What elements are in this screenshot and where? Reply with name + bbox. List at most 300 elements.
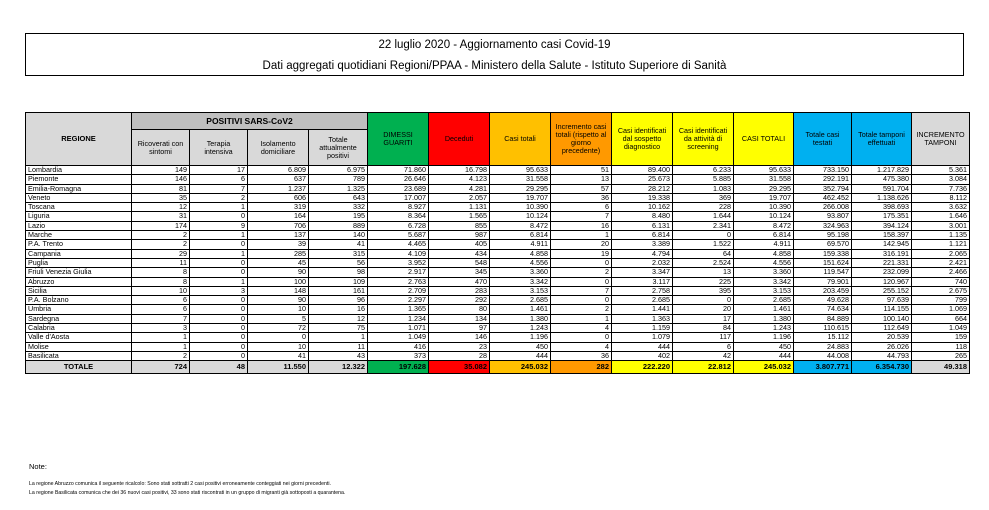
value-cell: 475.380 (852, 175, 912, 184)
value-cell: 1.138.626 (852, 193, 912, 202)
col-casi-totali: Casi totali (490, 113, 551, 166)
value-cell: 855 (429, 221, 490, 230)
region-name-cell: P.A. Trento (26, 240, 132, 249)
value-cell: 450 (490, 342, 551, 351)
value-cell: 11 (132, 258, 190, 267)
total-value-cell: 35.082 (429, 361, 490, 374)
value-cell: 4.465 (368, 240, 429, 249)
value-cell: 7 (132, 314, 190, 323)
value-cell: 43 (309, 351, 368, 360)
col-totale-casi-testati: Totale casi testati (794, 113, 852, 166)
value-cell: 444 (612, 342, 673, 351)
table-row (26, 175, 970, 184)
value-cell: 1.243 (734, 324, 794, 333)
value-cell: 0 (190, 212, 248, 221)
value-cell: 10.124 (490, 212, 551, 221)
table-row (26, 324, 970, 333)
value-cell: 1.237 (248, 184, 309, 193)
value-cell: 80 (429, 305, 490, 314)
value-cell: 6.814 (734, 231, 794, 240)
value-cell: 4.911 (734, 240, 794, 249)
value-cell: 395 (673, 286, 734, 295)
value-cell: 6.809 (248, 166, 309, 175)
value-cell: 2.917 (368, 268, 429, 277)
value-cell: 89.400 (612, 166, 673, 175)
value-cell: 90 (248, 268, 309, 277)
value-cell: 2 (190, 193, 248, 202)
value-cell: 44.793 (852, 351, 912, 360)
value-cell: 4.123 (429, 175, 490, 184)
total-value-cell: 724 (132, 361, 190, 374)
value-cell: 285 (248, 249, 309, 258)
col-casi-totali-upper: CASI TOTALI (734, 113, 794, 166)
value-cell: 69.570 (794, 240, 852, 249)
table-row (26, 231, 970, 240)
value-cell: 2.341 (673, 221, 734, 230)
value-cell: 17 (673, 314, 734, 323)
value-cell: 1.363 (612, 314, 673, 323)
table-row (26, 193, 970, 202)
col-totale-positivi: Totale attualmente positivi (309, 130, 368, 166)
value-cell: 0 (673, 231, 734, 240)
value-cell: 8.472 (734, 221, 794, 230)
value-cell: 51 (551, 166, 612, 175)
value-cell: 1.644 (673, 212, 734, 221)
value-cell: 6.131 (612, 221, 673, 230)
value-cell: 1 (190, 203, 248, 212)
value-cell: 49.628 (794, 296, 852, 305)
value-cell: 450 (734, 342, 794, 351)
table-row (26, 296, 970, 305)
value-cell: 0 (190, 342, 248, 351)
value-cell: 100 (248, 277, 309, 286)
region-name-cell: Lombardia (26, 166, 132, 175)
total-value-cell: 49.318 (912, 361, 970, 374)
value-cell: 394.124 (852, 221, 912, 230)
value-cell: 12 (309, 314, 368, 323)
value-cell: 332 (309, 203, 368, 212)
total-value-cell: 11.550 (248, 361, 309, 374)
value-cell: 4.109 (368, 249, 429, 258)
value-cell: 3.952 (368, 258, 429, 267)
value-cell: 140 (309, 231, 368, 240)
table-row (26, 221, 970, 230)
region-name-cell: Sardegna (26, 314, 132, 323)
value-cell: 1.565 (429, 212, 490, 221)
value-cell: 369 (673, 193, 734, 202)
value-cell: 6.814 (490, 231, 551, 240)
value-cell: 95.633 (734, 166, 794, 175)
value-cell: 25.673 (612, 175, 673, 184)
value-cell: 265 (912, 351, 970, 360)
col-casi-screening: Casi identificati da attività di screening (673, 113, 734, 166)
value-cell: 151.624 (794, 258, 852, 267)
value-cell: 221.331 (852, 258, 912, 267)
value-cell: 31 (132, 212, 190, 221)
value-cell: 7 (551, 212, 612, 221)
value-cell: 19.707 (490, 193, 551, 202)
covid-data-table (25, 112, 970, 374)
value-cell: 8.364 (368, 212, 429, 221)
value-cell: 1.079 (612, 333, 673, 342)
value-cell: 2.421 (912, 258, 970, 267)
value-cell: 733.150 (794, 166, 852, 175)
value-cell: 2 (551, 305, 612, 314)
value-cell: 3 (190, 286, 248, 295)
col-ricoverati: Ricoverati con sintomi (132, 130, 190, 166)
col-dimessi-guariti: DIMESSI GUARITI (368, 113, 429, 166)
region-name-cell: Abruzzo (26, 277, 132, 286)
region-name-cell: Calabria (26, 324, 132, 333)
value-cell: 1.243 (490, 324, 551, 333)
value-cell: 3 (132, 324, 190, 333)
table-row (26, 184, 970, 193)
value-cell: 1 (551, 231, 612, 240)
value-cell: 10.162 (612, 203, 673, 212)
table-row (26, 314, 970, 323)
value-cell: 1 (551, 314, 612, 323)
value-cell: 1.196 (734, 333, 794, 342)
table-row (26, 351, 970, 360)
value-cell: 606 (248, 193, 309, 202)
value-cell: 41 (248, 351, 309, 360)
value-cell: 114.155 (852, 305, 912, 314)
value-cell: 6 (132, 296, 190, 305)
value-cell: 17.007 (368, 193, 429, 202)
value-cell: 6 (190, 175, 248, 184)
value-cell: 987 (429, 231, 490, 240)
region-column-header: REGIONE (26, 113, 132, 166)
value-cell: 195 (309, 212, 368, 221)
value-cell: 93.807 (794, 212, 852, 221)
region-name-cell: Molise (26, 342, 132, 351)
region-name-cell: P.A. Bolzano (26, 296, 132, 305)
value-cell: 3.084 (912, 175, 970, 184)
value-cell: 316.191 (852, 249, 912, 258)
value-cell: 6 (551, 203, 612, 212)
value-cell: 3.347 (612, 268, 673, 277)
note-abruzzo: La regione Abruzzo comunica il seguente ricalcolo: Sono stati sottratti 2 casi positivi erroneamente conteggiati nei giorni precedenti. (29, 481, 331, 487)
value-cell: 3.342 (490, 277, 551, 286)
region-name-cell: Sicilia (26, 286, 132, 295)
value-cell: 0 (673, 296, 734, 305)
value-cell: 1.380 (490, 314, 551, 323)
table-row (26, 305, 970, 314)
value-cell: 4.556 (490, 258, 551, 267)
total-value-cell: 6.354.730 (852, 361, 912, 374)
value-cell: 3.632 (912, 203, 970, 212)
notes-section (29, 462, 345, 498)
value-cell: 161 (309, 286, 368, 295)
value-cell: 1 (132, 342, 190, 351)
value-cell: 2.057 (429, 193, 490, 202)
total-value-cell: 12.322 (309, 361, 368, 374)
value-cell: 444 (490, 351, 551, 360)
value-cell: 352.794 (794, 184, 852, 193)
value-cell: 36 (551, 351, 612, 360)
value-cell: 405 (429, 240, 490, 249)
value-cell: 3.360 (734, 268, 794, 277)
value-cell: 2.466 (912, 268, 970, 277)
table-body (26, 166, 970, 374)
value-cell: 84.889 (794, 314, 852, 323)
region-name-cell: Liguria (26, 212, 132, 221)
value-cell: 2.763 (368, 277, 429, 286)
region-name-cell: Toscana (26, 203, 132, 212)
value-cell: 1 (132, 333, 190, 342)
value-cell: 10.124 (734, 212, 794, 221)
value-cell: 416 (368, 342, 429, 351)
table-row (26, 286, 970, 295)
value-cell: 228 (673, 203, 734, 212)
value-cell: 1.049 (912, 324, 970, 333)
value-cell: 4 (551, 324, 612, 333)
value-cell: 8.472 (490, 221, 551, 230)
value-cell: 95.633 (490, 166, 551, 175)
value-cell: 4.281 (429, 184, 490, 193)
region-name-cell: Emilia-Romagna (26, 184, 132, 193)
col-incremento-tamponi: INCREMENTO TAMPONI (912, 113, 970, 166)
value-cell: 29.295 (734, 184, 794, 193)
report-title-box (25, 33, 964, 76)
value-cell: 75 (309, 324, 368, 333)
value-cell: 1.461 (734, 305, 794, 314)
value-cell: 345 (429, 268, 490, 277)
value-cell: 3.153 (490, 286, 551, 295)
table-row (26, 249, 970, 258)
value-cell: 12 (132, 203, 190, 212)
region-name-cell: Friuli Venezia Giulia (26, 268, 132, 277)
value-cell: 7 (551, 286, 612, 295)
value-cell: 95.198 (794, 231, 852, 240)
value-cell: 8.927 (368, 203, 429, 212)
value-cell: 134 (429, 314, 490, 323)
value-cell: 1 (190, 249, 248, 258)
value-cell: 5.687 (368, 231, 429, 240)
value-cell: 292 (429, 296, 490, 305)
value-cell: 117 (673, 333, 734, 342)
value-cell: 3.153 (734, 286, 794, 295)
value-cell: 6.728 (368, 221, 429, 230)
value-cell: 2 (132, 231, 190, 240)
value-cell: 637 (248, 175, 309, 184)
value-cell: 3.360 (490, 268, 551, 277)
value-cell: 6.233 (673, 166, 734, 175)
value-cell: 110.615 (794, 324, 852, 333)
col-incremento-casi: Incremento casi totali (rispetto al giorno precedente) (551, 113, 612, 166)
value-cell: 112.649 (852, 324, 912, 333)
value-cell: 36 (551, 193, 612, 202)
value-cell: 146 (132, 175, 190, 184)
report-subtitle: Dati aggregati quotidiani Regioni/PPAA - Ministero della Salute - Istituto Superiore di Sanità (262, 60, 727, 72)
value-cell: 789 (309, 175, 368, 184)
region-name-cell: Lazio (26, 221, 132, 230)
value-cell: 0 (190, 333, 248, 342)
value-cell: 120.967 (852, 277, 912, 286)
value-cell: 97.639 (852, 296, 912, 305)
value-cell: 7 (190, 184, 248, 193)
report-date-title: 22 luglio 2020 - Aggiornamento casi Covid-19 (378, 39, 611, 51)
value-cell: 2.685 (734, 296, 794, 305)
value-cell: 0 (190, 258, 248, 267)
value-cell: 31.558 (490, 175, 551, 184)
value-cell: 24.883 (794, 342, 852, 351)
value-cell: 23 (429, 342, 490, 351)
value-cell: 4.556 (734, 258, 794, 267)
value-cell: 0 (190, 268, 248, 277)
value-cell: 159.338 (794, 249, 852, 258)
value-cell: 1.217.829 (852, 166, 912, 175)
total-value-cell: 245.032 (490, 361, 551, 374)
table-row (26, 277, 970, 286)
value-cell: 0 (190, 314, 248, 323)
value-cell: 225 (673, 277, 734, 286)
value-cell: 2.675 (912, 286, 970, 295)
value-cell: 2 (551, 268, 612, 277)
value-cell: 1.131 (429, 203, 490, 212)
value-cell: 1.365 (368, 305, 429, 314)
value-cell: 158.397 (852, 231, 912, 240)
value-cell: 266.008 (794, 203, 852, 212)
value-cell: 28.212 (612, 184, 673, 193)
value-cell: 1.196 (490, 333, 551, 342)
value-cell: 11 (309, 342, 368, 351)
value-cell: 146 (429, 333, 490, 342)
region-name-cell: Puglia (26, 258, 132, 267)
table-row (26, 333, 970, 342)
value-cell: 1 (309, 333, 368, 342)
value-cell: 1.380 (734, 314, 794, 323)
value-cell: 57 (551, 184, 612, 193)
value-cell: 10 (132, 286, 190, 295)
value-cell: 0 (190, 240, 248, 249)
value-cell: 10 (248, 342, 309, 351)
value-cell: 0 (551, 258, 612, 267)
value-cell: 889 (309, 221, 368, 230)
value-cell: 90 (248, 296, 309, 305)
value-cell: 39 (248, 240, 309, 249)
value-cell: 45 (248, 258, 309, 267)
total-row (26, 361, 970, 374)
value-cell: 4 (551, 342, 612, 351)
value-cell: 1.522 (673, 240, 734, 249)
value-cell: 664 (912, 314, 970, 323)
value-cell: 35 (132, 193, 190, 202)
value-cell: 6.814 (612, 231, 673, 240)
value-cell: 19 (551, 249, 612, 258)
value-cell: 44.008 (794, 351, 852, 360)
value-cell: 2 (132, 240, 190, 249)
total-value-cell: 222.220 (612, 361, 673, 374)
value-cell: 142.945 (852, 240, 912, 249)
value-cell: 4.858 (490, 249, 551, 258)
value-cell: 548 (429, 258, 490, 267)
table-row (26, 342, 970, 351)
value-cell: 315 (309, 249, 368, 258)
value-cell: 3.389 (612, 240, 673, 249)
total-value-cell: 22.812 (673, 361, 734, 374)
value-cell: 1.325 (309, 184, 368, 193)
value-cell: 8.480 (612, 212, 673, 221)
value-cell: 1.159 (612, 324, 673, 333)
value-cell: 319 (248, 203, 309, 212)
value-cell: 444 (734, 351, 794, 360)
value-cell: 19.707 (734, 193, 794, 202)
total-value-cell: 282 (551, 361, 612, 374)
value-cell: 15.112 (794, 333, 852, 342)
value-cell: 4.911 (490, 240, 551, 249)
value-cell: 4.794 (612, 249, 673, 258)
value-cell: 4.858 (734, 249, 794, 258)
value-cell: 0 (551, 333, 612, 342)
value-cell: 373 (368, 351, 429, 360)
value-cell: 2.524 (673, 258, 734, 267)
value-cell: 29 (132, 249, 190, 258)
value-cell: 2 (132, 351, 190, 360)
value-cell: 0 (190, 296, 248, 305)
value-cell: 10.390 (734, 203, 794, 212)
value-cell: 118 (912, 342, 970, 351)
value-cell: 1.441 (612, 305, 673, 314)
value-cell: 3.117 (612, 277, 673, 286)
value-cell: 1.135 (912, 231, 970, 240)
value-cell: 16 (309, 305, 368, 314)
value-cell: 7.736 (912, 184, 970, 193)
value-cell: 16.798 (429, 166, 490, 175)
value-cell: 470 (429, 277, 490, 286)
total-value-cell: 48 (190, 361, 248, 374)
region-name-cell: Marche (26, 231, 132, 240)
value-cell: 6 (132, 305, 190, 314)
total-label: TOTALE (26, 361, 132, 374)
value-cell: 2.685 (490, 296, 551, 305)
table-row (26, 203, 970, 212)
value-cell: 6 (673, 342, 734, 351)
value-cell: 9 (190, 221, 248, 230)
value-cell: 402 (612, 351, 673, 360)
value-cell: 0 (551, 296, 612, 305)
value-cell: 31.558 (734, 175, 794, 184)
value-cell: 1.071 (368, 324, 429, 333)
value-cell: 0 (551, 277, 612, 286)
value-cell: 5 (248, 314, 309, 323)
value-cell: 203.459 (794, 286, 852, 295)
value-cell: 324.963 (794, 221, 852, 230)
value-cell: 8.112 (912, 193, 970, 202)
value-cell: 1.083 (673, 184, 734, 193)
value-cell: 643 (309, 193, 368, 202)
value-cell: 1.234 (368, 314, 429, 323)
value-cell: 8 (132, 268, 190, 277)
value-cell: 2.297 (368, 296, 429, 305)
value-cell: 64 (673, 249, 734, 258)
value-cell: 16 (551, 221, 612, 230)
value-cell: 109 (309, 277, 368, 286)
col-casi-sospetto-diagnostico: Casi identificati dal sospetto diagnostico (612, 113, 673, 166)
value-cell: 56 (309, 258, 368, 267)
value-cell: 81 (132, 184, 190, 193)
total-value-cell: 245.032 (734, 361, 794, 374)
value-cell: 137 (248, 231, 309, 240)
value-cell: 29.295 (490, 184, 551, 193)
region-name-cell: Veneto (26, 193, 132, 202)
value-cell: 0 (190, 305, 248, 314)
value-cell: 2.685 (612, 296, 673, 305)
value-cell: 74.634 (794, 305, 852, 314)
region-name-cell: Campania (26, 249, 132, 258)
value-cell: 0 (190, 324, 248, 333)
value-cell: 2.709 (368, 286, 429, 295)
